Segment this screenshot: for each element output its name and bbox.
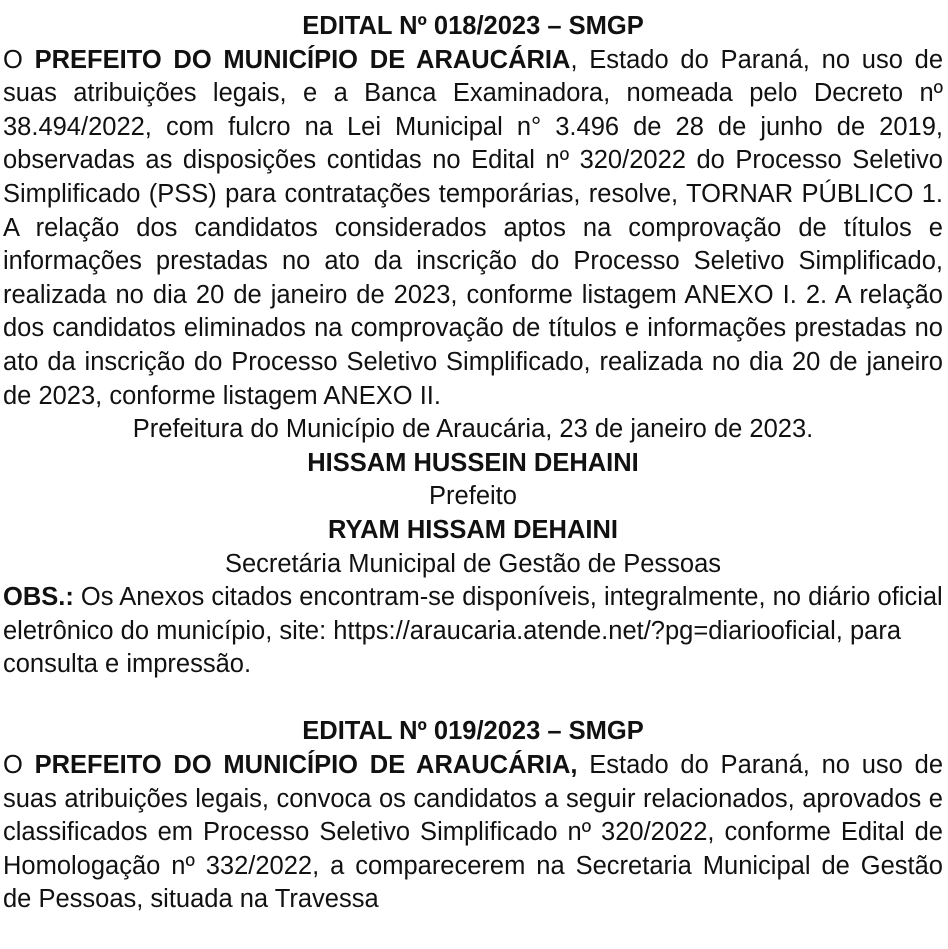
edital-019-title: EDITAL Nº 019/2023 – SMGP: [302, 717, 644, 746]
edital-019-body: Estado do Paraná, no uso de suas atribuições legais, convoca os candidatos a seguir relacionados, aprovados e classificados em Processo Seletivo Simplificado nº 320/2022, conforme Edital de Homologação nº 332/2022, a comparecerem na Secretaria Municipal de Gestão de Pessoas, situada na Travessa: [3, 751, 943, 914]
edital-018-obs-text: Os Anexos citados encontram-se disponíveis, integralmente, no diário oficial eletrônico do município, site: https://araucaria.atende.net/?pg=diariooficial, para consulta e impressão.: [3, 583, 943, 679]
edital-018-section: [3, 10, 943, 682]
edital-018-signer2-name: RYAM HISSAM DEHAINI: [328, 515, 618, 544]
edital-019-intro-prefix: O: [3, 751, 35, 780]
edital-019-paragraph: [3, 749, 943, 917]
edital-018-intro-prefix: O: [3, 45, 35, 74]
edital-018-paragraph: [3, 44, 943, 414]
edital-018-title: EDITAL Nº 018/2023 – SMGP: [302, 12, 644, 40]
edital-018-obs-label: OBS.:: [3, 583, 74, 612]
edital-018-signer1-role: Prefeito: [429, 482, 517, 511]
edital-019-section: [3, 715, 943, 917]
edital-019-intro-bold: PREFEITO DO MUNICÍPIO DE ARAUCÁRIA,: [34, 751, 578, 780]
edital-018-signer2-role: Secretária Municipal de Gestão de Pessoas: [224, 549, 722, 578]
edital-018-obs: [3, 581, 943, 682]
document-page: [3, 10, 943, 917]
edital-018-signer1-name: HISSAM HUSSEIN DEHAINI: [307, 448, 639, 477]
edital-018-place-date: Prefeitura do Município de Araucária, 23 de janeiro de 2023.: [132, 415, 814, 444]
edital-018-intro-bold: PREFEITO DO MUNICÍPIO DE ARAUCÁRIA: [34, 45, 571, 74]
section-spacer: [3, 682, 943, 716]
edital-018-body: , Estado do Paraná, no uso de suas atribuições legais, e a Banca Examinadora, nomeada pelo Decreto nº 38.494/2022, com fulcro na Lei Municipal n° 3.496 de 28 de junho de 2019, observadas as disposições contidas no Edital nº 320/2022 do Processo Seletivo Simplificado (PSS) para contratações temporárias, resolve, TORNAR PÚBLICO 1. A relação dos candidatos considerados aptos na comprovação de títulos e informações prestadas no ato da inscrição do Processo Seletivo Simplificado, realizada no dia 20 de janeiro de 2023, conforme listagem ANEXO I. 2. A relação dos candidatos eliminados na comprovação de títulos e informações prestadas no ato da inscrição do Processo Seletivo Simplificado, realizada no dia 20 de janeiro de 2023, conforme listagem ANEXO II.: [3, 45, 944, 410]
